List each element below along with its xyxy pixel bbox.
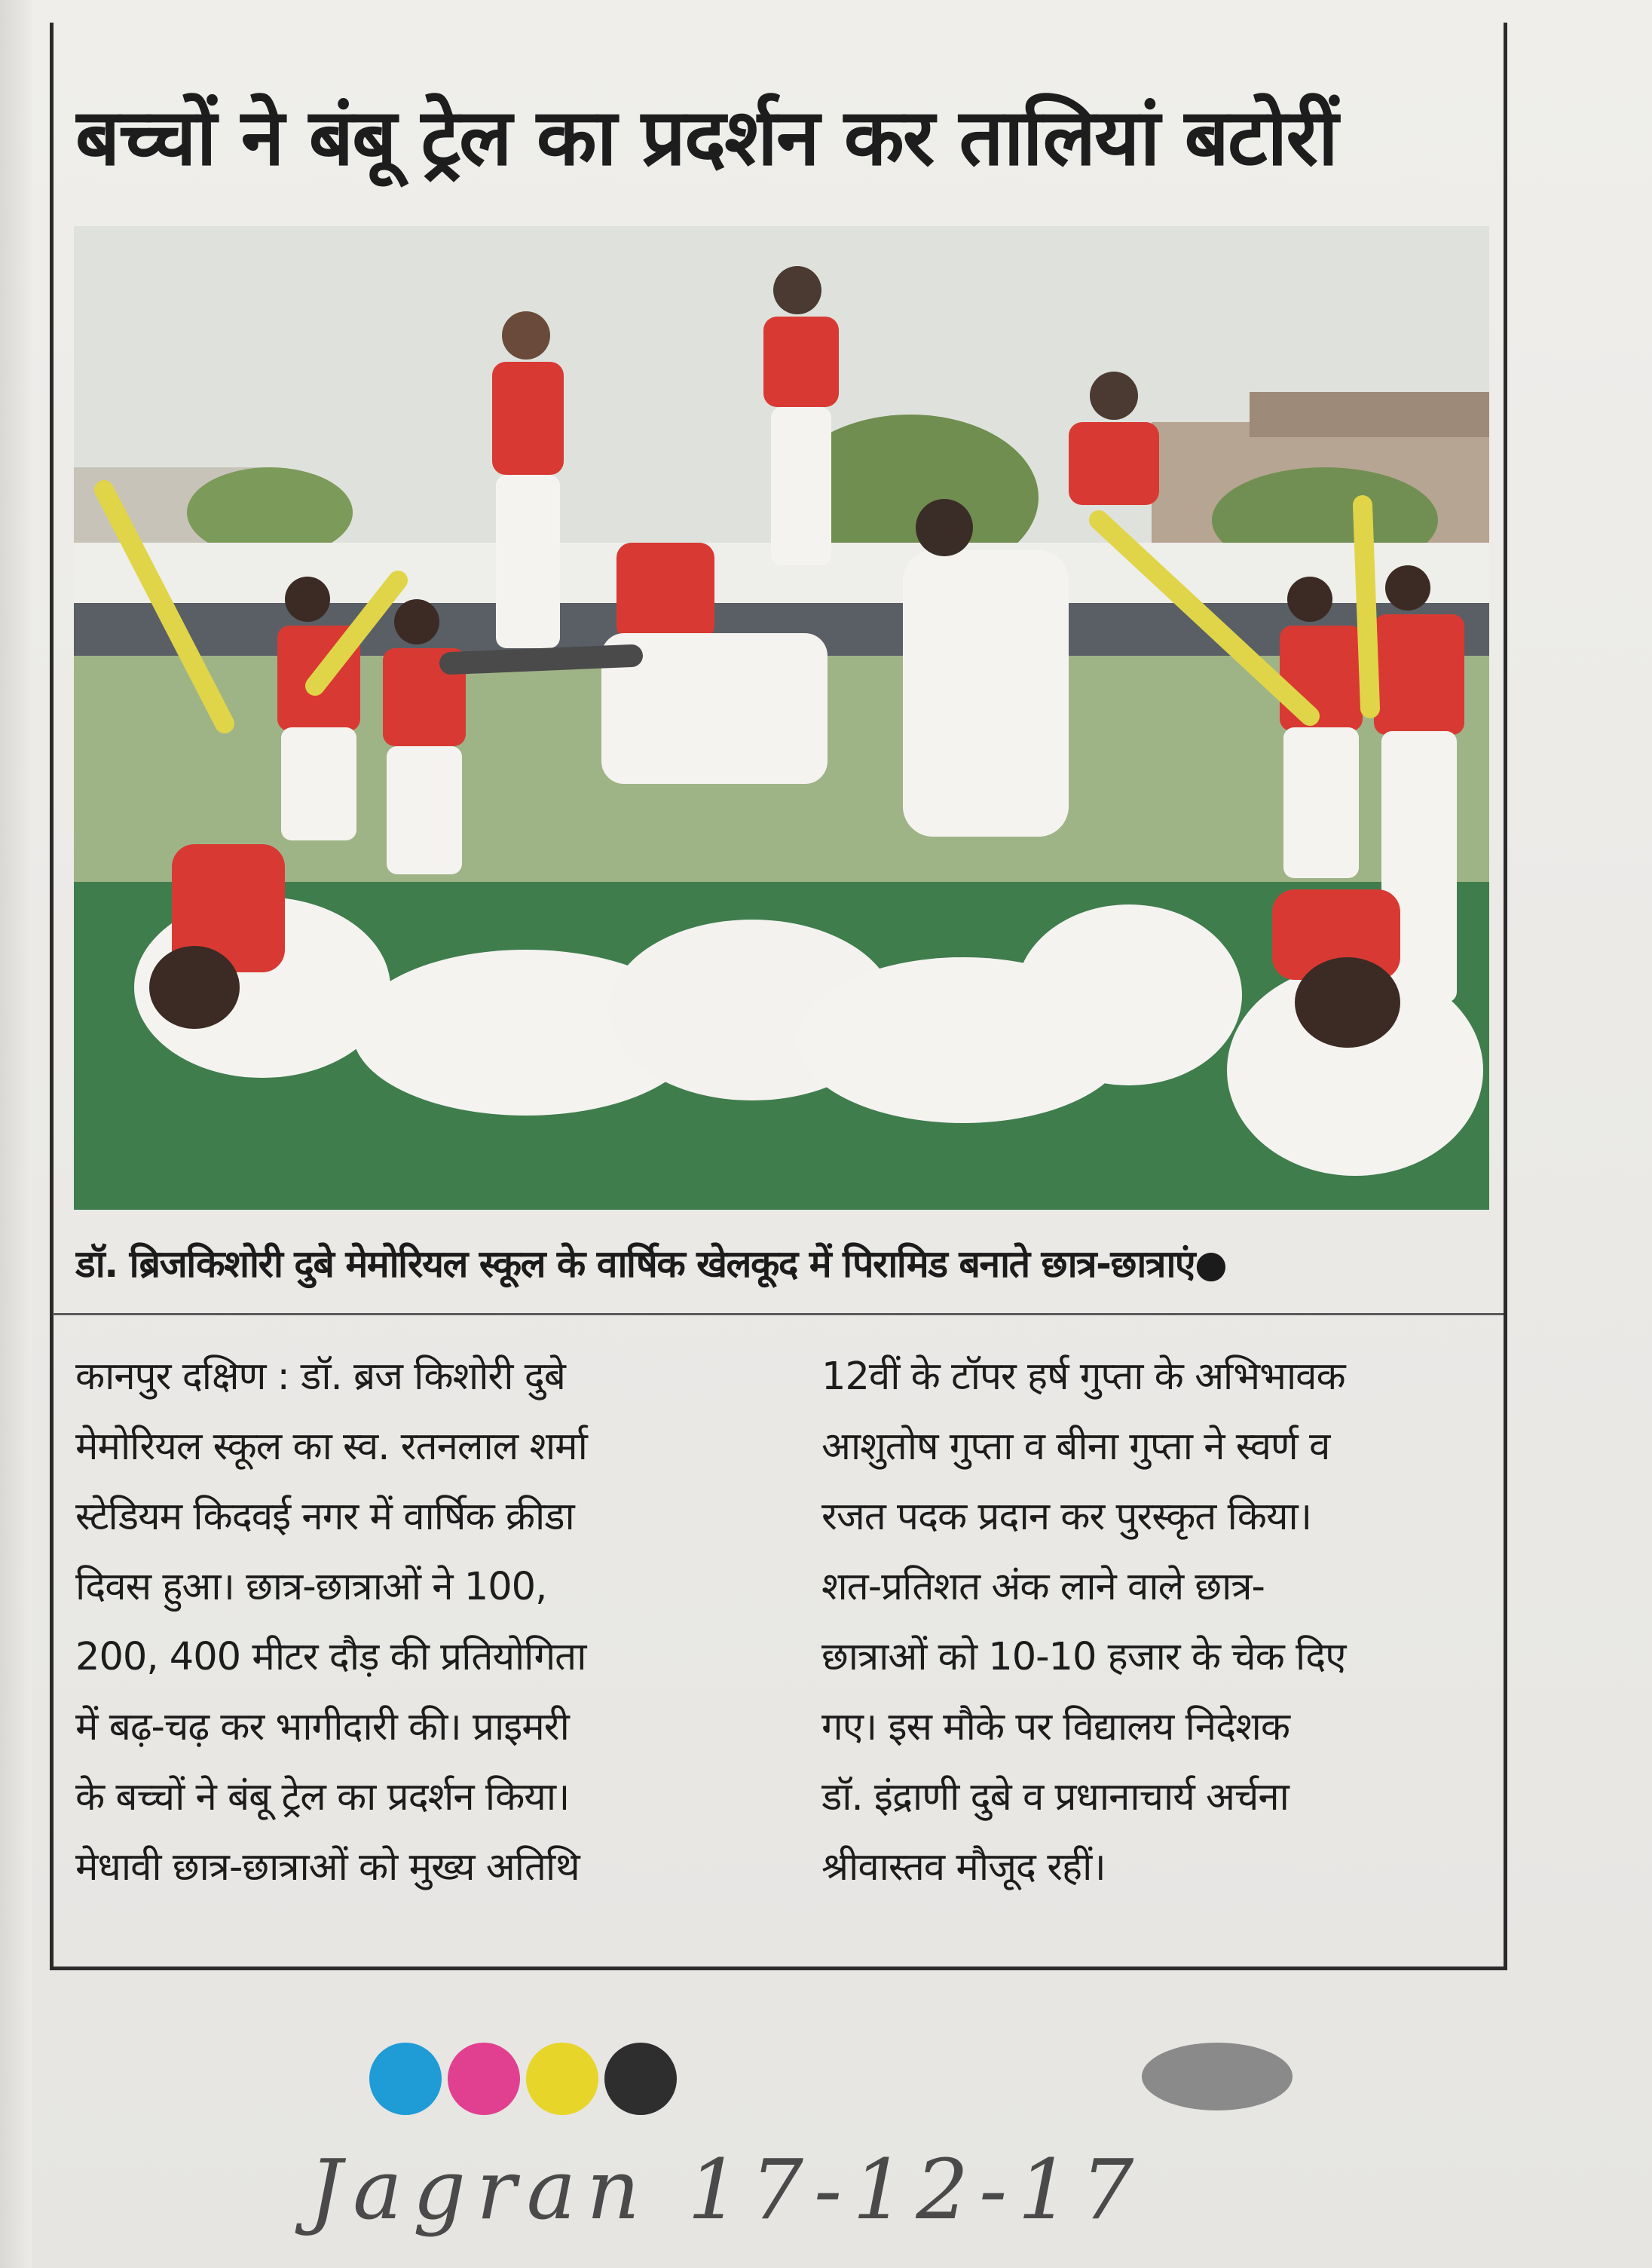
group-pyramid-photo	[74, 226, 1489, 1210]
body-line: डॉ. इंद्राणी दुबे व प्रधानाचार्य अर्चना	[821, 1775, 1289, 1820]
body-line: कानपुर दक्षिण : डॉ. ब्रज किशोरी दुबे	[75, 1354, 565, 1399]
registration-dot-cyan	[369, 2043, 442, 2115]
body-line: मेधावी छात्र-छात्राओं को मुख्य अतिथि	[75, 1845, 580, 1890]
registration-dot-yellow	[526, 2043, 598, 2115]
handwritten-note: Jagran 17-12-17	[309, 2141, 1145, 2238]
article-body-left-column	[75, 1342, 769, 1902]
body-line: गए। इस मौके पर विद्यालय निदेशक	[821, 1705, 1290, 1749]
registration-dot-magenta	[448, 2043, 520, 2115]
body-line: रजत पदक प्रदान कर पुरस्कृत किया।	[821, 1495, 1312, 1539]
body-line: 12वीं के टॉपर हर्ष गुप्ता के अभिभावक	[821, 1354, 1345, 1399]
body-line: मेमोरियल स्कूल का स्व. रतनलाल शर्मा	[75, 1425, 587, 1469]
registration-oval	[1142, 2043, 1293, 2110]
body-line: 200, 400 मीटर दौड़ की प्रतियोगिता	[75, 1635, 586, 1679]
body-line: स्टेडियम किदवई नगर में वार्षिक क्रीडा	[75, 1495, 574, 1539]
body-line: में बढ़-चढ़ कर भागीदारी की। प्राइमरी	[75, 1705, 569, 1749]
body-line: श्रीवास्तव मौजूद रहीं।	[821, 1845, 1106, 1890]
body-line: के बच्चों ने बंबू ट्रेल का प्रदर्शन किया।	[75, 1775, 570, 1820]
body-line: छात्राओं को 10-10 हजार के चेक दिए	[821, 1635, 1346, 1679]
body-line: दिवस हुआ। छात्र-छात्राओं ने 100,	[75, 1565, 547, 1609]
body-line: शत-प्रतिशत अंक लाने वाले छात्र-	[821, 1565, 1265, 1609]
article-body-right-column	[821, 1342, 1500, 1902]
body-line: आशुतोष गुप्ता व बीना गुप्ता ने स्वर्ण व	[821, 1425, 1330, 1469]
headline: बच्चों ने बंबू ट्रेल का प्रदर्शन कर तालियां बटोरीं	[75, 91, 1337, 183]
registration-dot-black	[604, 2043, 677, 2115]
photo-caption: डॉ. ब्रिजकिशोरी दुबे मेमोरियल स्कूल के वार्षिक खेलकूद में पिरामिड बनाते छात्र-छात्राएं●	[75, 1242, 1227, 1286]
divider	[53, 1313, 1504, 1315]
